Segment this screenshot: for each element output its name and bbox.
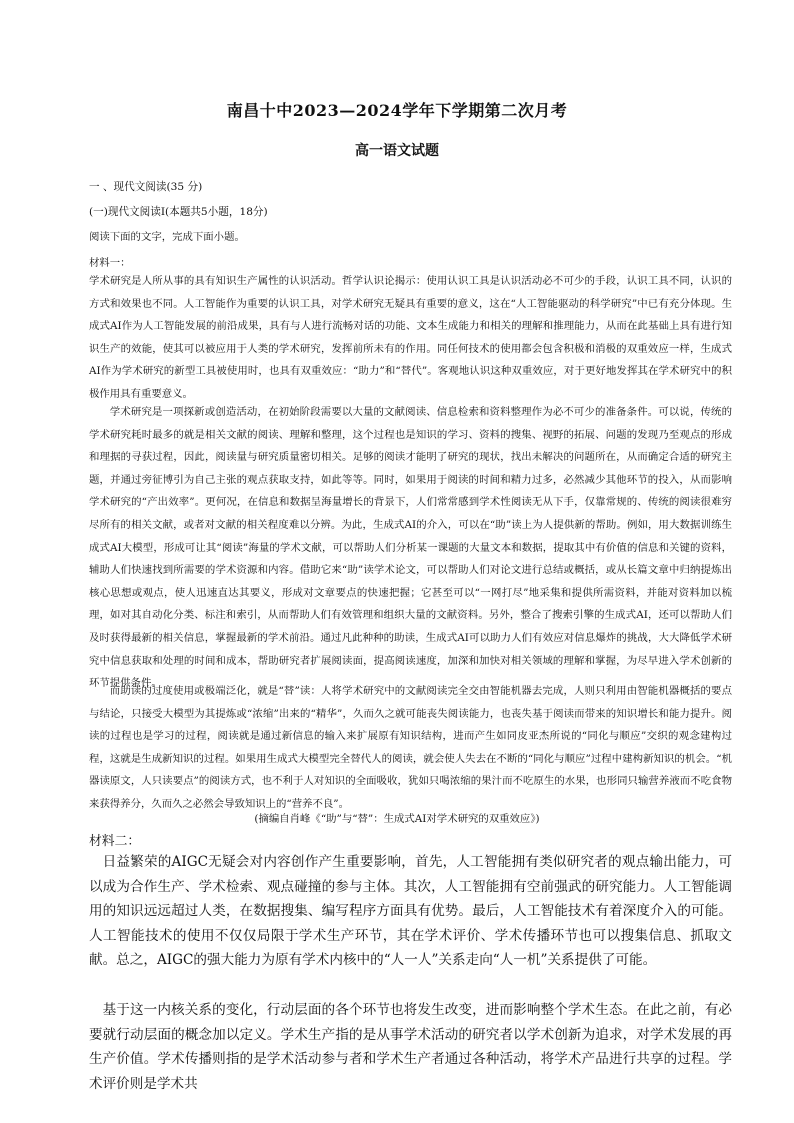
- reading-instruction: 阅读下面的文字，完成下面小题。: [89, 231, 245, 243]
- subsection-heading: (一)现代文阅读Ⅰ(本题共5小题，18分): [89, 206, 268, 218]
- material-1-source: (摘编自肖峰《“助”与“替”：生成式AI对学术研究的双重效应》): [254, 813, 540, 825]
- material-1-label: 材料一：: [89, 257, 131, 269]
- section-heading: 一 、现代文阅读(35 分): [89, 181, 203, 193]
- material-2-paragraph-1: 日益繁荣的AIGC无疑会对内容创作产生重要影响，首先，人工智能拥有类似研究者的观点输出能力，可以成为合作生产、学术检索、观点碰撞的参与主体。其次，人工智能拥有空前强武的研究能力。人工智能调用的知识远远超过人类，在数据搜集、编写程序方面具有优势。最后，人工智能技术有着深度介入的可能。人工智能技术的使用不仅仅局限于学术生产环节，其在学术评价、学术传播环节也可以搜集信息、抓取文献。总之，AIGC的强大能力为原有学术内核中的“人一人”关系走向“人一机”关系提供了可能。: [89, 854, 732, 969]
- material-1-paragraph-2: 学术研究是一项探新或创造活动，在初始阶段需要以大量的文献阅读、信息检索和资料整理作为必不可少的准备条件。可以说，传统的学术研究耗时最多的就是相关文献的阅读、理解和整理，这个过程也是知识的学习、资料的搜集、视野的拓展、问题的发现乃至观点的形成和理据的寻获过程，因此，阅读量与研究质量密切相关。足够的阅读才能明了研究的现状，找出未解决的问题所在，从而确定合适的研究主题，并通过旁征博引为自己主张的观点获取支持，如此等等。同时，如果用于阅读的时间和精力过多，必然减少其他环节的投入，从而影响学术研究的“产出效率”。更何况，在信息和数据呈海量增长的背景下，人们常常感到学术性阅读无从下手，仅靠常规的、传统的阅读很难穷尽所有的相关文献，或者对文献的相关程度难以分辨。为此，生成式AI的介入，可以在“助”读上为人提供新的帮助。例如，用大数据训练生成式AI大模型，形成可让其“阅读”海量的学术文献，可以帮助人们分析某一课题的大量文本和数据，提取其中有价值的信息和关键的资料，辅助人们快速找到所需要的学术资源和内容。借助它来“助”读学术论文，可以帮助人们对论文进行总结或概括，或从长篇文章中归纳提炼出核心思想或观点，使人迅速直达其要义，形成对文章要点的快速把握；它甚至可以“一网打尽”地采集和提供所需资料，并能对资料加以梳理，如对其自动化分类、标注和索引，从而帮助人们有效管理和组织大量的文献资料。另外，整合了搜索引擎的生成式AI，还可以帮助人们及时获得最新的相关信息，掌握最新的学术前沿。通过凡此种种的助读，生成式AI可以助力人们有效应对信息爆炸的挑战，大大降低学术研究中信息获取和处理的时间和成本，帮助研究者扩展阅读面，提高阅读速度，加深和加快对相关领域的理解和掌握，为尽早进入学术创新的环节提供条件。: [89, 406, 732, 690]
- material-2-label: 材料二：: [89, 834, 141, 849]
- exam-title: 南昌十中2023—2024学年下学期第二次月考: [226, 101, 568, 120]
- material-1-paragraph-3: 而助读的过度使用或极端泛化，就是“替”读：人将学术研究中的文献阅读完全交由智能机器去完成，人则只利用由智能机器概括的要点与结论，只接受大模型为其提炼或“浓缩”出来的“精华”，久而久之就可能丧失阅读能力，也丧失基于阅读而带来的知识增长和能力提升。阅读的过程也是学习的过程，阅读就是通过新信息的输入来扩展原有知识结构，进而产生如同皮亚杰所说的“同化与顺应”交织的观念建构过程，这就是生成新知识的过程。如果用生成式大模型完全替代人的阅读，就会使人失去在不断的“同化与顺应”过程中建构新知识的机会。“机器读原文，人只读要点”的阅读方式，也不利于人对知识的全面吸收，犹如只喝浓缩的果汁而不吃原生的水果，也形同只输营养液而不吃食物来获得养分，久而久之必然会导致知识上的“营养不良”。: [89, 685, 732, 810]
- material-2-paragraph-2: 基于这一内核关系的变化，行动层面的各个环节也将发生改变，进而影响整个学术生态。在此之前，有必要就行动层面的概念加以定义。学术生产指的是从事学术活动的研究者以学术创新为追求，对学术发展的再生产价值。学术传播则指的是学术活动参与者和学术生产者通过各种活动，将学术产品进行共享的过程。学术评价则是学术共: [89, 1002, 732, 1092]
- material-1-paragraph-1: 学术研究是人所从事的具有知识生产属性的认识活动。哲学认识论揭示：使用认识工具是认识活动必不可少的手段，认识工具不同，认识的方式和效果也不同。人工智能作为重要的认识工具，对学术研究无疑具有重要的意义，这在“人工智能驱动的科学研究”中已有充分体现。生成式AI作为人工智能发展的前沿成果，具有与人进行流畅对话的功能、文本生成能力和相关的理解和推理能力，从而在此基础上具有进行知识生产的效能，使其可以被应用于人类的学术研究，发挥前所未有的作用。同任何技术的使用都会包含积极和消极的双重效应一样，生成式AI作为学术研究的新型工具被使用时，也具有双重效应：“助力”和“替代”。客观地认识这种双重效应，对于更好地发挥其在学术研究中的积极作用具有重要意义。: [89, 275, 732, 400]
- exam-subtitle: 高一语文试题: [355, 143, 439, 159]
